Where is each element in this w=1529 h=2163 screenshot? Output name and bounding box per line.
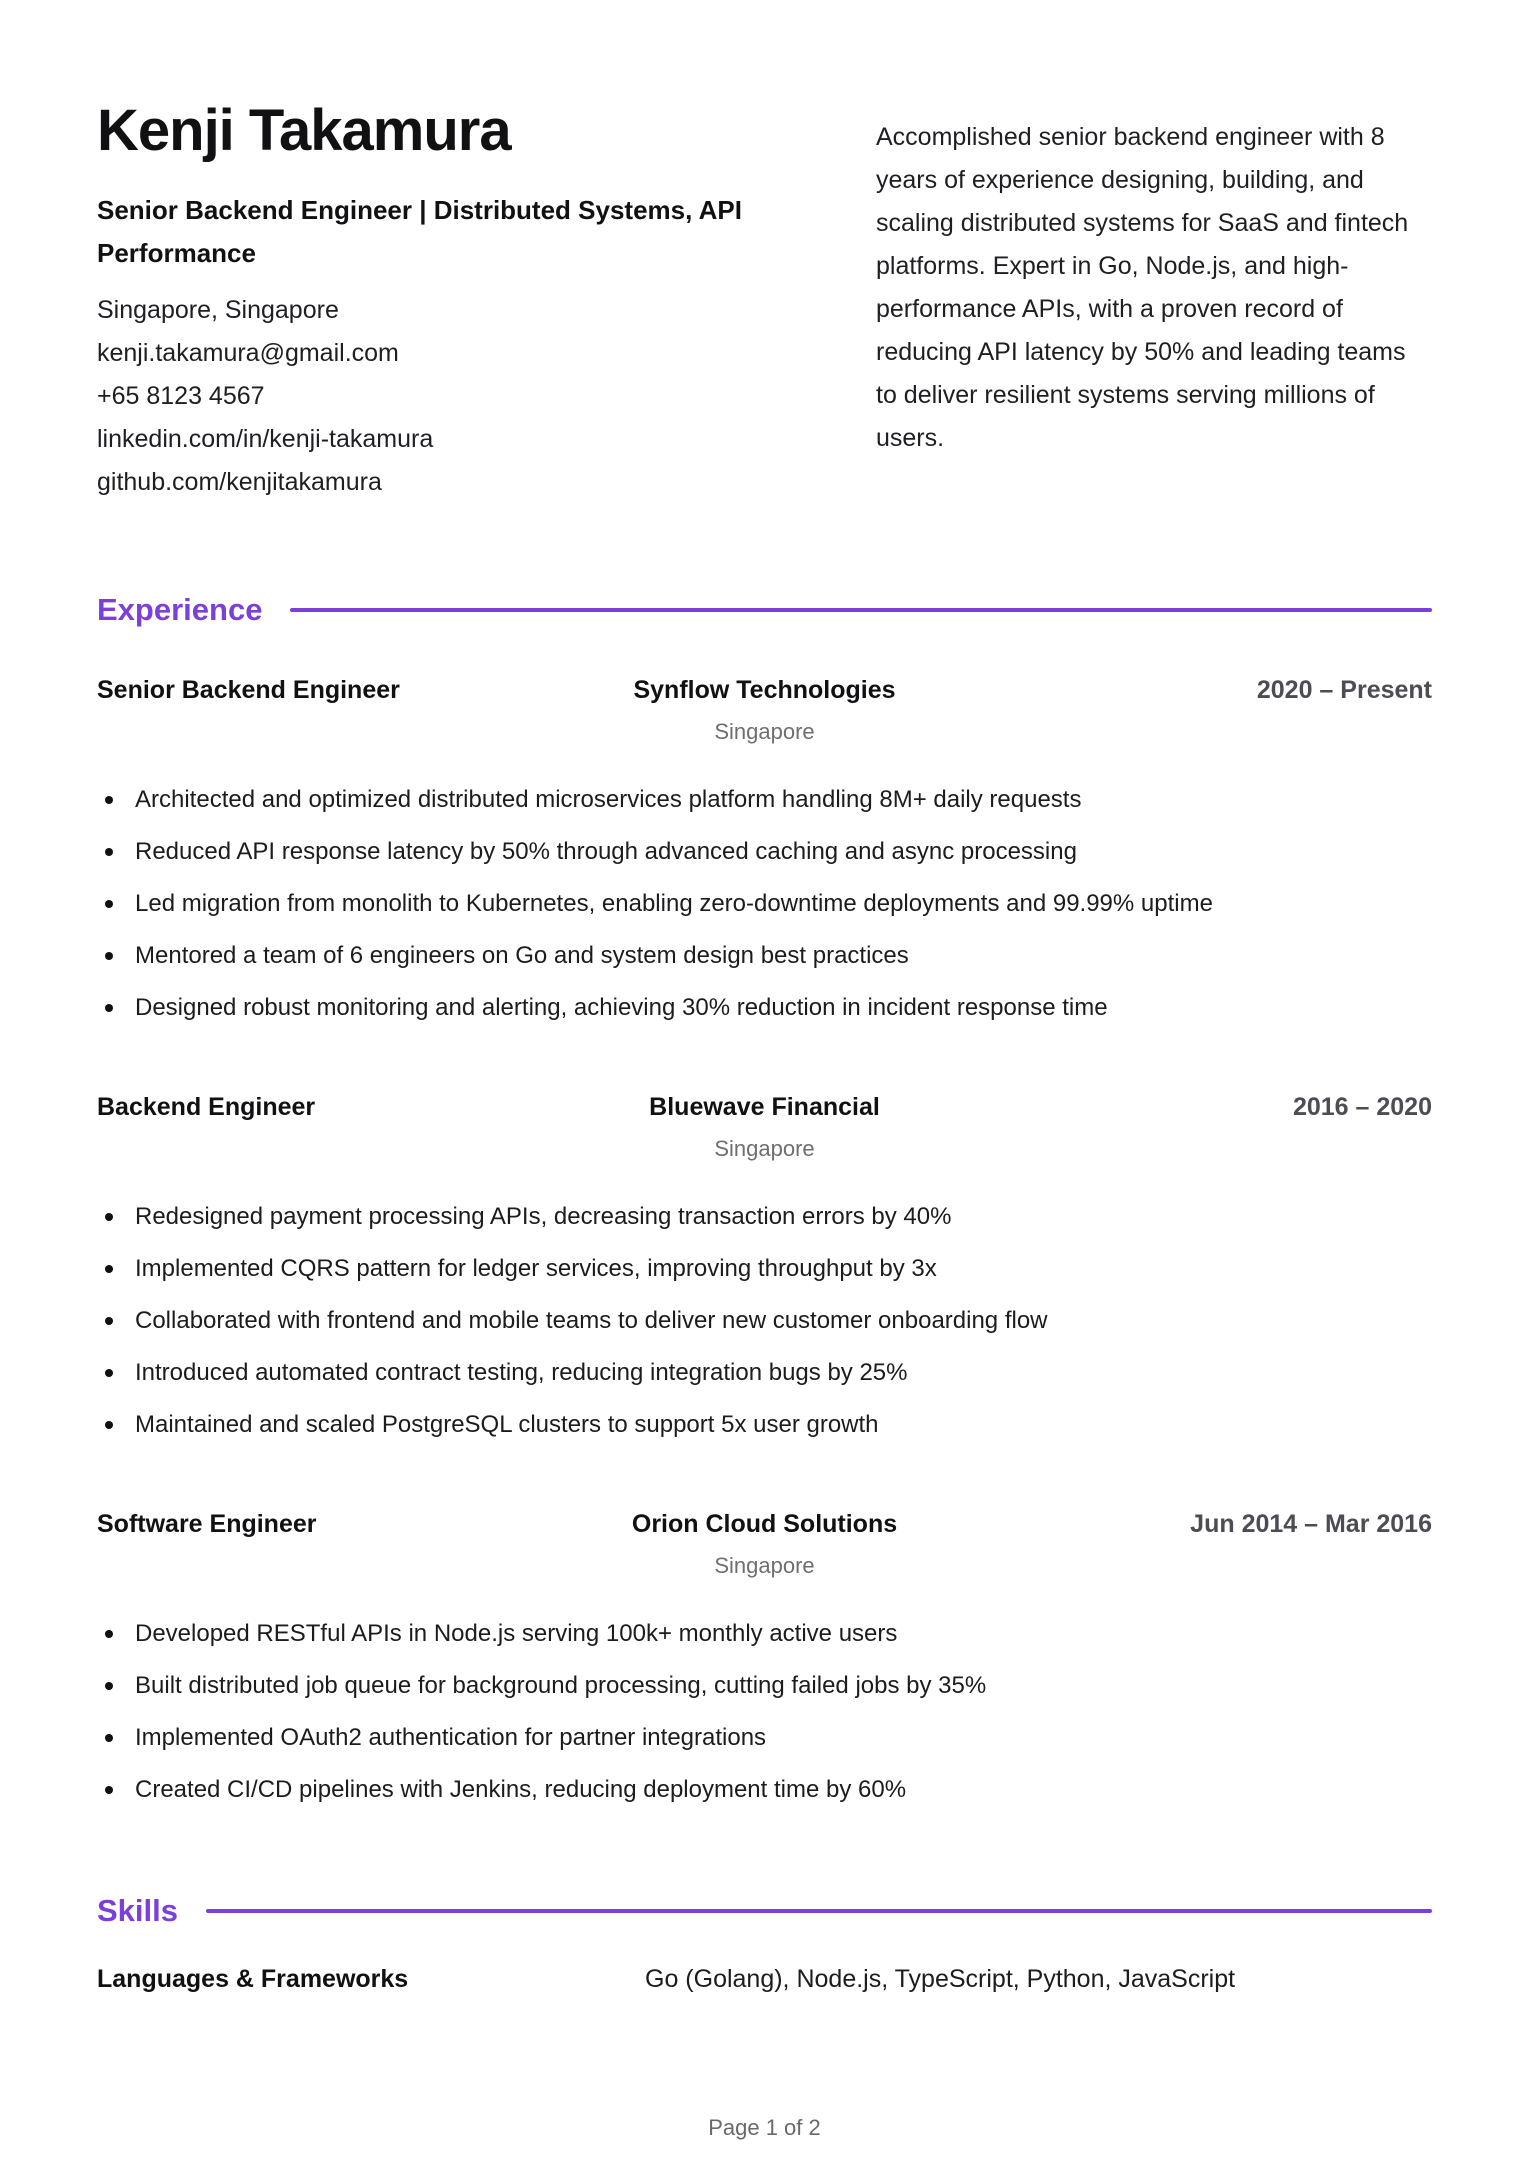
bullet-text: Implemented OAuth2 authentication for partner integrations [135,1723,767,1751]
bullet-text: Redesigned payment processing APIs, decreasing transaction errors by 40% [135,1202,952,1230]
job-title: Software Engineer [97,1509,317,1538]
section-divider-line [290,608,1432,612]
job-title: Senior Backend Engineer [97,675,400,704]
bullet-text: Implemented CQRS pattern for ledger services, improving throughput by 3x [135,1254,937,1282]
bullet-text: Developed RESTful APIs in Node.js serving 100k+ monthly active users [135,1619,898,1647]
page-footer [0,2115,1529,2141]
job-location: Singapore [714,1135,815,1161]
bullet-icon [105,1734,113,1742]
bullet-text: Introduced automated contract testing, reducing integration bugs by 25% [135,1358,908,1386]
job-location: Singapore [714,1552,815,1578]
job-entry-synflow [97,676,1432,1023]
job-entry-bluewave [97,1093,1432,1440]
job-location: Singapore [714,718,815,744]
candidate-title: Senior Backend Engineer | Distributed Systems, API Performance [97,194,742,268]
bullet-item [97,941,1432,971]
job-header-row [97,676,1432,705]
bullet-item [97,1358,1432,1388]
bullet-icon [105,848,113,856]
bullet-icon [105,1786,113,1794]
contact-list [97,289,797,504]
contact-phone: +65 8123 4567 [97,381,265,410]
experience-section [97,592,1432,1805]
job-dates: Jun 2014 – Mar 2016 [1190,1509,1432,1538]
section-divider-line [206,1909,1432,1913]
skills-heading-row [97,1893,1432,1929]
bullet-text: Built distributed job queue for background processing, cutting failed jobs by 35% [135,1671,987,1699]
bullet-icon [105,1682,113,1690]
contact-location: Singapore, Singapore [97,295,339,324]
bullet-item [97,1410,1432,1440]
job-company: Orion Cloud Solutions [631,1509,898,1538]
bullet-text: Led migration from monolith to Kubernetes, enabling zero-downtime deployments and 99.99% uptime [135,889,1213,917]
page-number: Page 1 of 2 [708,2115,821,2140]
bullet-text: Architected and optimized distributed microservices platform handling 8M+ daily requests [135,785,1082,813]
job-bullet-list [97,1202,1432,1440]
bullet-icon [105,1369,113,1377]
bullet-icon [105,1004,113,1012]
job-dates: 2016 – 2020 [1292,1092,1432,1121]
bullet-text: Reduced API response latency by 50% through advanced caching and async processing [135,837,1077,865]
bullet-item [97,889,1432,919]
header [97,100,1432,504]
bullet-text: Designed robust monitoring and alerting, achieving 30% reduction in incident response time [135,993,1108,1021]
bullet-item [97,1619,1432,1649]
bullet-item [97,837,1432,867]
job-title: Backend Engineer [97,1092,316,1121]
bullet-icon [105,952,113,960]
bullet-icon [105,900,113,908]
job-bullet-list [97,1619,1432,1805]
bullet-icon [105,1421,113,1429]
skill-category: Languages & Frameworks [97,1964,409,1993]
bullet-item [97,1306,1432,1336]
bullet-icon [105,1265,113,1273]
job-entry-orion [97,1510,1432,1805]
bullet-text: Mentored a team of 6 engineers on Go and system design best practices [135,941,909,969]
bullet-icon [105,1317,113,1325]
job-header-row [97,1510,1432,1539]
bullet-text: Created CI/CD pipelines with Jenkins, reducing deployment time by 60% [135,1775,907,1803]
bullet-item [97,1723,1432,1753]
bullet-item [97,1775,1432,1805]
job-company: Bluewave Financial [649,1092,880,1121]
skills-heading: Skills [97,1892,178,1928]
summary-paragraph: Accomplished senior backend engineer with 8 years of experience designing, building, and scaling distributed systems for SaaS and fintech platforms. Expert in Go, Node.js, and high-performance APIs, with a proven record of reducing API latency by 50% and leading teams to deliver resilient systems serving millions of users. [876,123,1409,452]
contact-linkedin: linkedin.com/in/kenji-takamura [97,424,434,453]
skill-value: Go (Golang), Node.js, TypeScript, Python, JavaScript [645,1964,1236,1993]
bullet-item [97,993,1432,1023]
job-dates: 2020 – Present [1256,675,1432,704]
bullet-text: Maintained and scaled PostgreSQL clusters to support 5x user growth [135,1410,879,1438]
bullet-item [97,1202,1432,1232]
header-left [97,100,797,504]
candidate-name: Kenji Takamura [97,98,511,163]
skills-section [97,1893,1432,1994]
job-company: Synflow Technologies [633,675,896,704]
bullet-text: Collaborated with frontend and mobile teams to deliver new customer onboarding flow [135,1306,1048,1334]
skill-row [97,1965,1432,1994]
bullet-icon [105,796,113,804]
bullet-item [97,785,1432,815]
contact-email: kenji.takamura@gmail.com [97,338,399,367]
bullet-item [97,1671,1432,1701]
experience-heading: Experience [97,591,263,627]
bullet-icon [105,1630,113,1638]
contact-github: github.com/kenjitakamura [97,467,382,496]
experience-heading-row [97,592,1432,628]
bullet-icon [105,1213,113,1221]
bullet-item [97,1254,1432,1284]
job-bullet-list [97,785,1432,1023]
job-header-row [97,1093,1432,1122]
